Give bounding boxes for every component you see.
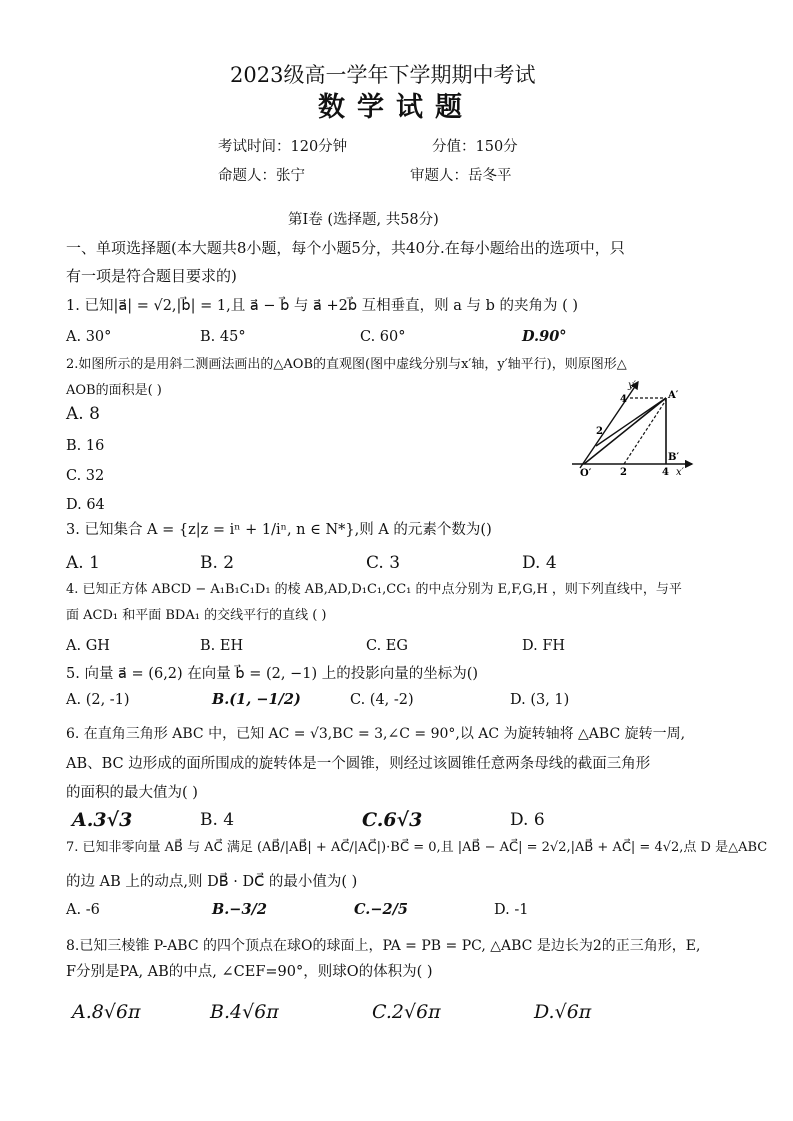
figure-label-y: y′ [628, 380, 636, 391]
figure-label-b: B′ [668, 452, 680, 463]
q5-option-b: B.(1, −1/2) [212, 691, 301, 708]
q7-option-c: C.−2/5 [354, 901, 408, 918]
figure-side-o2a [596, 398, 666, 446]
exam-reviewer: 审题人：岳冬平 [410, 168, 512, 184]
q8-option-c: C.2√6π [372, 1001, 441, 1023]
figure-label-four-y: 4 [620, 394, 627, 405]
q8-stem-line1: 8.已知三棱锥 P-ABC 的四个顶点在球O的球面上，PA = PB = PC, △ABC 是边长为2的正三角形，E, [66, 938, 701, 954]
q5-option-c: C. (4, -2) [350, 692, 414, 708]
exam-score: 分值：150分 [432, 139, 518, 155]
q4-option-d: D. FH [522, 638, 566, 654]
part-heading: 第Ⅰ卷 (选择题, 共58分) [288, 212, 439, 228]
exam-title: 2023级高一学年下学期期中考试 [230, 63, 536, 87]
q8-option-b: B.4√6π [210, 1001, 279, 1023]
q5-option-d: D. (3, 1) [510, 692, 570, 708]
q7-stem-line2: 的边 AB 上的动点,则 DB⃗ · DC⃗ 的最小值为( ) [66, 874, 358, 890]
exam-time: 考试时间：120分钟 [218, 139, 348, 155]
q3-option-a: A. 1 [66, 553, 100, 573]
q2-option-a: A. 8 [66, 404, 100, 424]
q1-option-b: B. 45° [200, 329, 246, 345]
q2-figure [558, 376, 698, 476]
q7-option-d: D. -1 [494, 902, 529, 918]
q3-stem: 3. 已知集合 A = {z|z = iⁿ + 1/iⁿ, n ∈ N*},则 A 的元素个数为() [66, 522, 492, 538]
figure-dash-slant [624, 400, 666, 464]
figure-label-four-x: 4 [662, 467, 669, 476]
q7-stem-line1: 7. 已知非零向量 AB⃗ 与 AC⃗ 满足 (AB⃗/|AB⃗| + AC⃗/|AC⃗|)·BC⃗ = 0,且 |AB⃗ − AC⃗| = 2√2,|AB⃗ + AC⃗| = 4√2,点 D 是△ABC [66, 840, 768, 855]
q7-option-b: B.−3/2 [212, 901, 267, 918]
q4-stem-line1: 4. 已知正方体 ABCD − A₁B₁C₁D₁ 的棱 AB,AD,D₁C₁,CC₁ 的中点分别为 E,F,G,H ，则下列直线中，与平 [66, 582, 682, 597]
q5-option-a: A. (2, -1) [66, 692, 130, 708]
q8-stem-line2: F分别是PA, AB的中点, ∠CEF=90°，则球O的体积为( ) [66, 964, 433, 980]
q1-stem: 1. 已知|a⃗| = √2,|b⃗| = 1,且 a⃗ − b⃗ 与 a⃗ +2b⃗ 互相垂直，则 a 与 b 的夹角为 ( ) [66, 298, 579, 314]
q4-option-a: A. GH [66, 638, 110, 654]
section-heading-line2: 有一项是符合题目要求的) [66, 267, 237, 285]
q1-option-c: C. 60° [360, 329, 406, 345]
q1-option-a: A. 30° [66, 329, 112, 345]
q4-option-c: C. EG [366, 638, 408, 654]
figure-label-two-y: 2 [596, 426, 603, 437]
q6-option-d: D. 6 [510, 810, 545, 830]
figure-label-a: A′ [668, 390, 679, 401]
q7-option-a: A. -6 [66, 902, 100, 918]
q2-stem-line2: AOB的面积是( ) [66, 383, 162, 398]
q1-option-d: D.90° [522, 328, 567, 345]
q2-option-c: C. 32 [66, 468, 105, 484]
q8-option-a: A.8√6π [72, 1001, 141, 1023]
q6-stem-line2: AB、BC 边形成的面所围成的旋转体是一个圆锥，则经过该圆锥任意两条母线的截面三角形 [66, 756, 651, 772]
q4-option-b: B. EH [200, 638, 244, 654]
q4-stem-line2: 面 ACD₁ 和平面 BDA₁ 的交线平行的直线 ( ) [66, 608, 327, 623]
q6-stem-line3: 的面积的最大值为( ) [66, 785, 198, 801]
figure-label-two-x: 2 [620, 467, 627, 476]
q2-stem-line1: 2.如图所示的是用斜二测画法画出的△AOB的直观图(图中虚线分别与x′轴，y′轴平行)，则原图形△ [66, 357, 627, 372]
q3-option-b: B. 2 [200, 553, 235, 573]
q8-option-d: D.√6π [534, 1001, 592, 1023]
q5-stem: 5. 向量 a⃗ = (6,2) 在向量 b⃗ = (2, −1) 上的投影向量的坐标为() [66, 666, 479, 682]
q2-option-d: D. 64 [66, 497, 105, 513]
q2-option-b: B. 16 [66, 438, 105, 454]
exam-author: 命题人：张宁 [218, 168, 305, 184]
figure-label-x: x′ [676, 467, 684, 476]
q6-option-a: A.3√3 [72, 809, 133, 831]
q6-option-b: B. 4 [200, 810, 235, 830]
q6-stem-line1: 6. 在直角三角形 ABC 中，已知 AC = √3,BC = 3,∠C = 90°,以 AC 为旋转轴将 △ABC 旋转一周, [66, 726, 686, 742]
exam-subtitle: 数学试题 [318, 92, 474, 123]
q6-option-c: C.6√3 [362, 809, 423, 831]
section-heading-line1: 一、单项选择题(本大题共8小题，每个小题5分，共40分.在每小题给出的选项中，只 [66, 239, 625, 257]
q3-option-d: D. 4 [522, 553, 557, 573]
figure-label-o: O′ [580, 468, 592, 476]
q3-option-c: C. 3 [366, 553, 401, 573]
